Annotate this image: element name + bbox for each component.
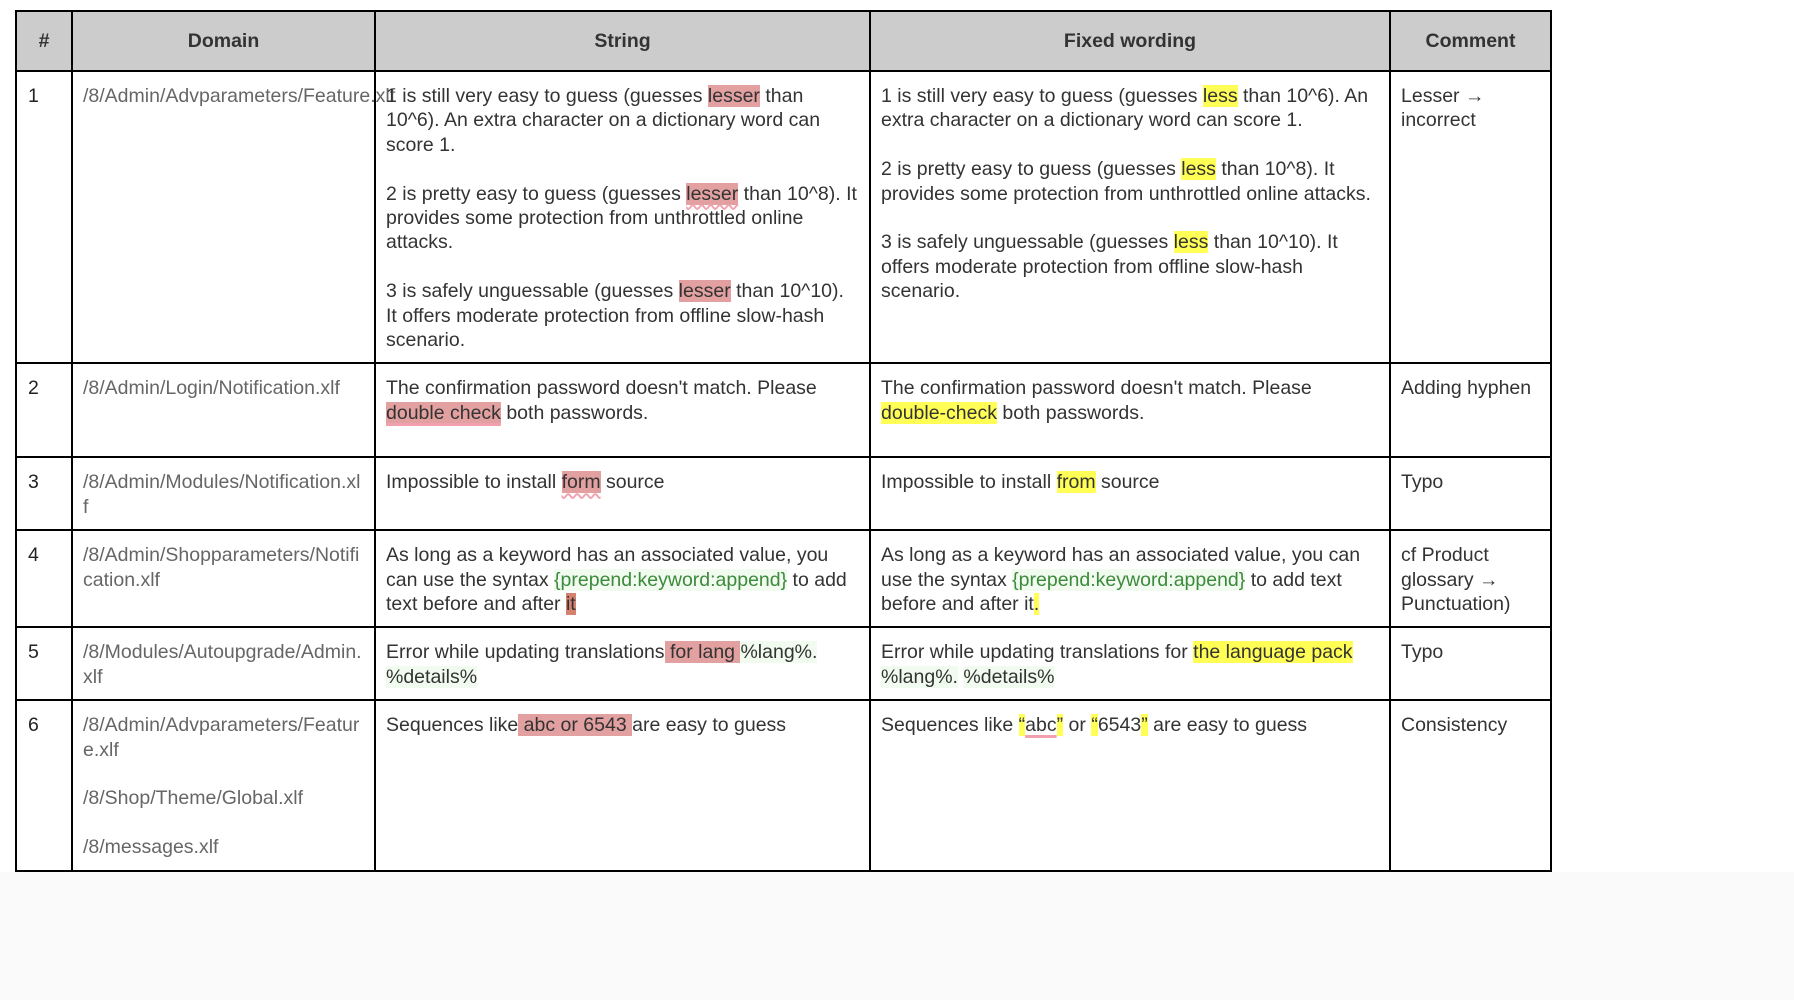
header-fixed-wording: Fixed wording [870, 11, 1390, 71]
added-punctuation: . [1033, 593, 1040, 616]
string-paragraph: 2 is pretty easy to guess (guesses lesser than 10^8). It provides some protection from unthrottled online attacks. [386, 182, 863, 254]
domain-path: /8/Admin/Modules/Notification.xlf [83, 471, 361, 518]
table-row [16, 700, 1551, 870]
fixed-string: Error while updating translations for the language pack %lang%. %details% [881, 641, 1353, 688]
placeholder-token: %lang%. [881, 665, 958, 688]
header-comment: Comment [1390, 11, 1551, 71]
string-paragraph: 3 is safely unguessable (guesses lesser than 10^10). It offers moderate protection from offline slow-hash scenario. [386, 280, 850, 352]
removed-word: double check [386, 401, 501, 424]
fixed-string: Sequences like “abc” or “6543” are easy to guess [881, 714, 1308, 737]
table-row [16, 457, 1551, 530]
placeholder-token: %details% [963, 665, 1055, 688]
placeholder-token: %details% [386, 665, 478, 688]
original-string [376, 72, 869, 362]
original-string: Impossible to install form source [386, 471, 665, 494]
added-quote: “ [1018, 714, 1026, 737]
added-word: double-check [881, 401, 997, 424]
placeholder-token: %lang%. [740, 641, 818, 664]
domain-path: /8/messages.xlf [83, 836, 219, 859]
header-string: String [375, 11, 870, 71]
comment: Typo [1401, 471, 1444, 494]
added-word: less [1202, 85, 1238, 107]
string-paragraph: 1 is still very easy to guess (guesses lesser than 10^6). An extra character on a dictionary word can score 1. [386, 85, 826, 156]
removed-words: for lang [664, 641, 741, 664]
fixed-string: The confirmation password doesn't match. Please double-check both passwords. [881, 377, 1312, 424]
placeholder-token: {prepend:keyword:append} [1012, 568, 1246, 591]
added-word: less [1181, 158, 1216, 181]
fixed-string: Impossible to install from source [881, 471, 1160, 494]
row-number: 1 [28, 85, 39, 107]
table-row [16, 627, 1551, 700]
comment: cf Product glossary → Punctuation) [1401, 544, 1511, 616]
domain-paths [73, 701, 374, 869]
comment: Consistency [1401, 714, 1508, 737]
table-row [16, 71, 1551, 363]
added-word: from [1056, 471, 1096, 494]
domain-path: /8/Admin/Shopparameters/Notification.xlf [83, 544, 360, 591]
comment: Typo [1401, 641, 1444, 664]
original-string: The confirmation password doesn't match. Please double check both passwords. [386, 377, 817, 424]
translation-review-table [15, 10, 1552, 872]
row-number: 3 [28, 471, 39, 494]
removed-word: it [565, 593, 576, 616]
row-number: 4 [28, 544, 39, 567]
original-string: Sequences like abc or 6543 are easy to guess [386, 714, 787, 737]
header-row [16, 11, 1551, 71]
table-row [16, 530, 1551, 627]
domain-path: /8/Shop/Theme/Global.xlf [83, 787, 304, 810]
domain-path: /8/Admin/Login/Notification.xlf [83, 377, 340, 400]
added-word: less [1173, 231, 1209, 254]
fixed-paragraph: 3 is safely unguessable (guesses less than 10^10). It offers moderate protection from offline slow-hash scenario. [881, 231, 1344, 303]
comment: Lesser → incorrect [1401, 85, 1485, 132]
header-number: # [16, 11, 72, 71]
page-background-band [0, 872, 1794, 1000]
added-quote: ” [1141, 714, 1148, 737]
original-string: Error while updating translations for lang %lang%. %details% [386, 641, 818, 688]
added-words: the language pack [1193, 641, 1353, 664]
removed-word: lesser [686, 182, 739, 205]
removed-word: lesser [678, 280, 731, 303]
header-domain: Domain [72, 11, 375, 71]
fixed-string [871, 72, 1389, 314]
domain-path: /8/Admin/Advparameters/Feature.xlf [83, 85, 396, 107]
fixed-paragraph: 2 is pretty easy to guess (guesses less than 10^8). It provides some protection from unthrottled online attacks. [881, 158, 1371, 205]
row-number: 2 [28, 377, 39, 400]
row-number: 6 [28, 714, 39, 737]
table-row [16, 363, 1551, 457]
removed-word: lesser [707, 85, 760, 107]
placeholder-token: {prepend:keyword:append} [554, 568, 788, 591]
comment: Adding hyphen [1401, 377, 1532, 400]
fixed-paragraph: 1 is still very easy to guess (guesses less than 10^6). An extra character on a dictionary word can score 1. [881, 85, 1374, 132]
original-string: As long as a keyword has an associated value, you can use the syntax {prepend:keyword:append} to add text before and after it [386, 544, 847, 616]
domain-path: /8/Modules/Autoupgrade/Admin.xlf [83, 641, 362, 688]
fixed-string: As long as a keyword has an associated value, you can use the syntax {prepend:keyword:append} to add text before and after it. [881, 544, 1361, 616]
added-quote: “ [1091, 714, 1098, 737]
removed-words: abc or 6543 [518, 714, 633, 737]
row-number: 5 [28, 641, 39, 664]
domain-path: /8/Admin/Advparameters/Feature.xlf [83, 714, 360, 761]
added-quote: ” [1056, 714, 1064, 737]
removed-word: form [561, 471, 601, 494]
